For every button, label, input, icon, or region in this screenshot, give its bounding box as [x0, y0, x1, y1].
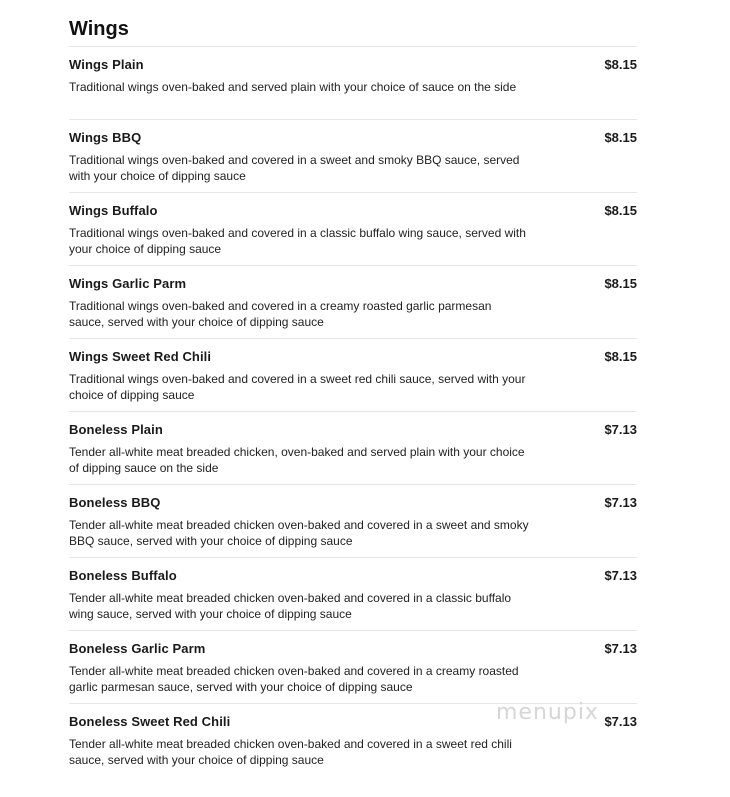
item-description: Traditional wings oven-baked and covered in a creamy roasted garlic parmesan sauce, served with your choice of dipping sauce [69, 299, 492, 329]
menu-item-list [69, 46, 637, 777]
menu-item [69, 631, 637, 704]
item-description: Traditional wings oven-baked and covered in a sweet and smoky BBQ sauce, served with your choice of dipping sauce [69, 153, 520, 183]
item-description: Tender all-white meat breaded chicken oven-baked and covered in a classic buffalo wing sauce, served with your choice of dipping sauce [69, 591, 512, 621]
item-description: Traditional wings oven-baked and covered in a classic buffalo wing sauce, served with your choice of dipping sauce [69, 226, 526, 256]
item-price: $7.13 [604, 714, 637, 729]
item-name: Boneless Sweet Red Chili [69, 714, 231, 729]
item-price: $7.13 [604, 422, 637, 437]
section-title: Wings [69, 18, 129, 40]
item-description: Traditional wings oven-baked and served plain with your choice of sauce on the side [69, 80, 517, 94]
menu-item [69, 193, 637, 266]
item-price: $8.15 [604, 203, 637, 218]
item-price: $8.15 [604, 130, 637, 145]
menu-item [69, 558, 637, 631]
menu-item [69, 120, 637, 193]
item-name: Wings Garlic Parm [69, 276, 187, 291]
menu-item [69, 485, 637, 558]
watermark: menupix [496, 700, 599, 725]
menu-item [69, 266, 637, 339]
item-price: $8.15 [604, 349, 637, 364]
item-price: $8.15 [604, 57, 637, 72]
item-description: Tender all-white meat breaded chicken oven-baked and covered in a sweet red chili sauce, served with your choice of dipping sauce [69, 737, 512, 767]
menu-section [69, 15, 637, 777]
item-description: Tender all-white meat breaded chicken oven-baked and covered in a creamy roasted garlic parmesan sauce, served with your choice of dipping sauce [69, 664, 519, 694]
item-name: Boneless Garlic Parm [69, 641, 206, 656]
menu-item [69, 412, 637, 485]
item-name: Wings Sweet Red Chili [69, 349, 212, 364]
item-name: Boneless BBQ [69, 495, 161, 510]
item-name: Wings Plain [69, 57, 144, 72]
item-name: Boneless Buffalo [69, 568, 177, 583]
item-description: Traditional wings oven-baked and covered in a sweet red chili sauce, served with your choice of dipping sauce [69, 372, 526, 402]
item-description: Tender all-white meat breaded chicken oven-baked and covered in a sweet and smoky BBQ sauce, served with your choice of dipping sauce [69, 518, 529, 548]
menu-item [69, 339, 637, 412]
item-price: $7.13 [604, 568, 637, 583]
item-name: Boneless Plain [69, 422, 163, 437]
item-description: Tender all-white meat breaded chicken, oven-baked and served plain with your choice of dipping sauce on the side [69, 445, 525, 475]
item-price: $7.13 [604, 641, 637, 656]
item-name: Wings BBQ [69, 130, 142, 145]
item-price: $7.13 [604, 495, 637, 510]
item-name: Wings Buffalo [69, 203, 158, 218]
menu-item [69, 47, 637, 120]
item-price: $8.15 [604, 276, 637, 291]
